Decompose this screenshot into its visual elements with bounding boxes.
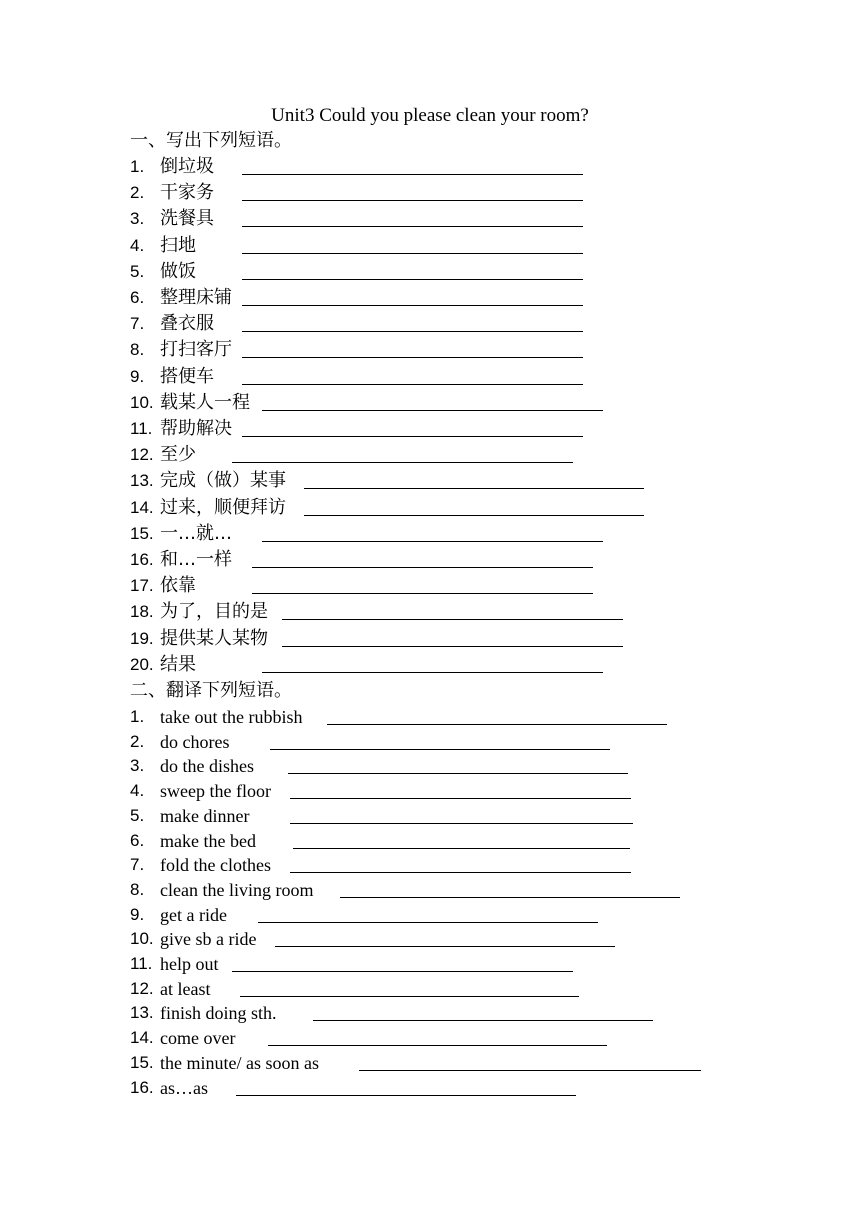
item-phrase: 打扫客厅 — [160, 339, 232, 361]
item-number: 12. — [130, 445, 154, 465]
item-phrase: 过来，顺便拜访 — [160, 496, 286, 518]
item-phrase: help out — [160, 954, 219, 974]
item-phrase: 干家务 — [160, 182, 214, 204]
item-number: 2. — [130, 183, 145, 203]
item-number: 9. — [130, 904, 145, 924]
item-phrase: make dinner — [160, 805, 250, 826]
answer-blank-line[interactable] — [282, 646, 623, 647]
item-phrase: take out the rubbish — [160, 707, 303, 727]
answer-blank-line[interactable] — [340, 897, 680, 898]
answer-blank-line[interactable] — [275, 946, 615, 947]
section-2-heading: 二、翻译下列短语。 — [130, 680, 292, 701]
item-number: 6. — [130, 830, 145, 850]
item-number: 9. — [130, 366, 145, 386]
item-number: 12. — [130, 978, 154, 998]
item-phrase: 和…一样 — [160, 549, 232, 570]
item-number: 8. — [130, 879, 145, 899]
answer-blank-line[interactable] — [242, 305, 583, 306]
answer-blank-line[interactable] — [252, 567, 593, 568]
item-number: 1. — [130, 157, 145, 176]
answer-blank-line[interactable] — [262, 541, 603, 542]
item-phrase: 载某人一程 — [160, 391, 250, 413]
item-phrase: 扫地 — [160, 234, 196, 256]
item-phrase: 完成（做）某事 — [160, 470, 286, 492]
answer-blank-line[interactable] — [282, 619, 623, 620]
answer-blank-line[interactable] — [290, 823, 633, 824]
answer-blank-line[interactable] — [293, 848, 630, 849]
item-number: 10. — [130, 929, 154, 949]
answer-blank-line[interactable] — [242, 279, 583, 280]
item-number: 18. — [130, 602, 154, 622]
item-phrase: 一…就… — [160, 522, 232, 544]
item-phrase: 倒垃圾 — [160, 156, 214, 177]
item-number: 14. — [130, 1028, 154, 1048]
answer-blank-line[interactable] — [242, 174, 583, 175]
item-phrase: do chores — [160, 731, 230, 752]
item-number: 20. — [130, 654, 154, 674]
answer-blank-line[interactable] — [290, 798, 631, 799]
answer-blank-line[interactable] — [242, 384, 583, 385]
answer-blank-line[interactable] — [242, 226, 583, 227]
section-1-heading: 一、写出下列短语。 — [130, 130, 292, 151]
answer-blank-line[interactable] — [304, 515, 644, 516]
page-title: Unit3 Could you please clean your room? — [271, 105, 589, 126]
item-number: 16. — [130, 550, 154, 569]
answer-blank-line[interactable] — [359, 1070, 701, 1071]
answer-blank-line[interactable] — [252, 593, 593, 594]
answer-blank-line[interactable] — [327, 724, 667, 725]
answer-blank-line[interactable] — [242, 200, 583, 201]
item-number: 15. — [130, 1052, 154, 1072]
item-phrase: 洗餐具 — [160, 208, 214, 230]
item-number: 5. — [130, 261, 145, 281]
item-number: 7. — [130, 855, 145, 875]
answer-blank-line[interactable] — [262, 410, 603, 411]
item-phrase: finish doing sth. — [160, 1003, 277, 1024]
item-number: 5. — [130, 805, 145, 825]
answer-blank-line[interactable] — [242, 357, 583, 358]
item-number: 16. — [130, 1077, 154, 1097]
answer-blank-line[interactable] — [313, 1020, 653, 1021]
item-phrase: get a ride — [160, 904, 227, 925]
item-number: 13. — [130, 471, 154, 491]
item-phrase: 做饭 — [160, 260, 196, 282]
item-phrase: 帮助解决 — [160, 418, 232, 439]
item-number: 11. — [130, 954, 153, 973]
item-number: 3. — [130, 756, 145, 776]
item-phrase: 为了，目的是 — [160, 601, 268, 623]
item-number: 11. — [130, 419, 153, 438]
answer-blank-line[interactable] — [240, 996, 579, 997]
item-phrase: 提供某人某物 — [160, 627, 268, 649]
item-phrase: 搭便车 — [160, 365, 214, 387]
item-phrase: as…as — [160, 1077, 208, 1098]
item-number: 4. — [130, 781, 145, 801]
item-number: 14. — [130, 497, 154, 517]
item-phrase: the minute/ as soon as — [160, 1052, 319, 1073]
item-phrase: make the bed — [160, 830, 256, 851]
item-number: 8. — [130, 340, 145, 360]
answer-blank-line[interactable] — [232, 971, 573, 972]
item-phrase: 结果 — [160, 653, 196, 675]
item-number: 15. — [130, 523, 154, 543]
item-phrase: at least — [160, 978, 211, 999]
item-phrase: give sb a ride — [160, 929, 257, 950]
item-phrase: do the dishes — [160, 756, 254, 777]
answer-blank-line[interactable] — [290, 872, 631, 873]
item-number: 1. — [130, 707, 145, 726]
item-phrase: clean the living room — [160, 879, 314, 900]
item-phrase: 叠衣服 — [160, 313, 214, 335]
answer-blank-line[interactable] — [232, 462, 573, 463]
item-number: 7. — [130, 314, 145, 334]
answer-blank-line[interactable] — [262, 672, 603, 673]
answer-blank-line[interactable] — [270, 749, 610, 750]
answer-blank-line[interactable] — [288, 773, 628, 774]
item-phrase: 依靠 — [160, 575, 196, 597]
item-phrase: 整理床铺 — [160, 287, 232, 308]
answer-blank-line[interactable] — [268, 1045, 607, 1046]
item-number: 17. — [130, 576, 154, 596]
answer-blank-line[interactable] — [242, 436, 583, 437]
item-phrase: sweep the floor — [160, 781, 271, 802]
item-phrase: fold the clothes — [160, 855, 271, 876]
answer-blank-line[interactable] — [236, 1095, 576, 1096]
item-number: 19. — [130, 628, 154, 648]
answer-blank-line[interactable] — [304, 488, 644, 489]
item-phrase: 至少 — [160, 444, 196, 466]
answer-blank-line[interactable] — [258, 922, 598, 923]
item-number: 2. — [130, 731, 145, 751]
item-number: 6. — [130, 288, 145, 307]
item-number: 4. — [130, 235, 145, 255]
item-number: 3. — [130, 209, 145, 229]
answer-blank-line[interactable] — [242, 253, 583, 254]
item-number: 13. — [130, 1003, 154, 1023]
item-number: 10. — [130, 392, 154, 412]
item-phrase: come over — [160, 1028, 236, 1049]
answer-blank-line[interactable] — [242, 331, 583, 332]
